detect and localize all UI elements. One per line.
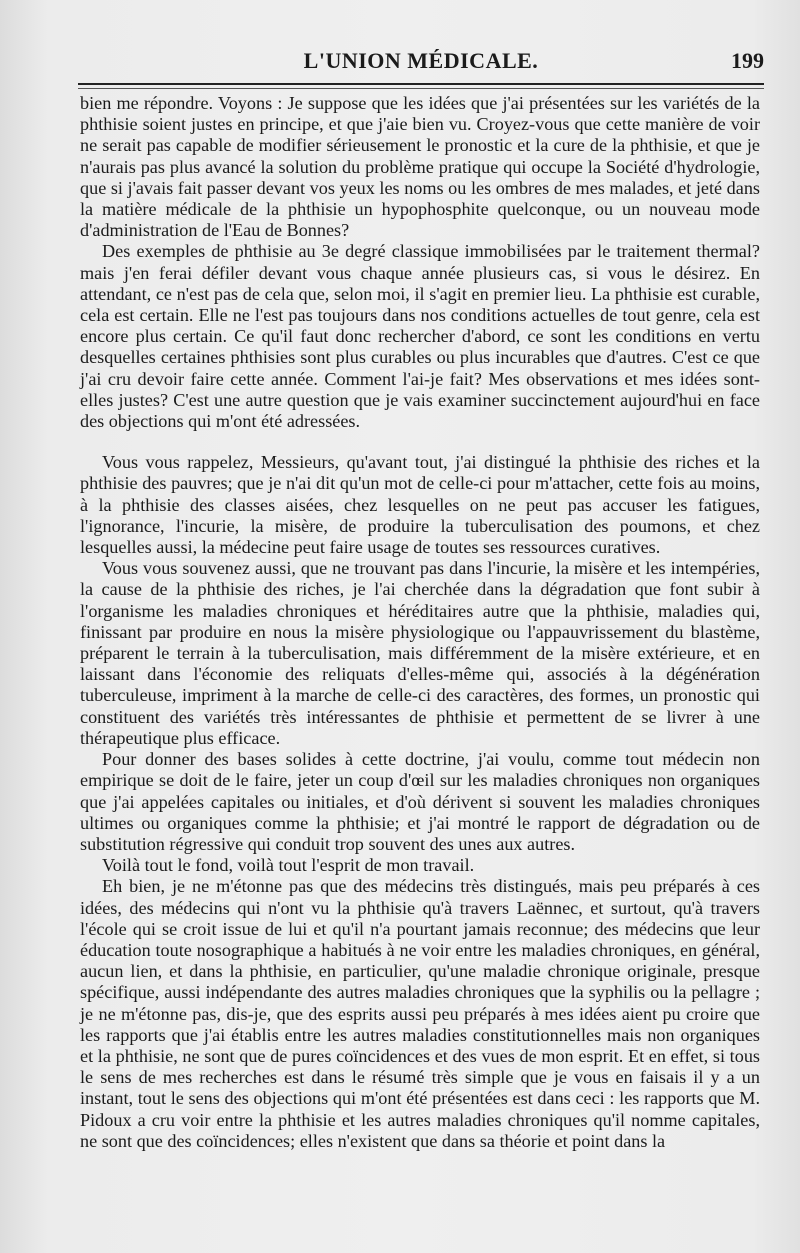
- body-text: [80, 93, 760, 1152]
- paragraph-1: bien me répondre. Voyons : Je suppose que les idées que j'ai présentées sur les variétés de la phthisie soient justes en principe, et que j'aie bien vu. Croyez-vous que cette manière de voir ne serait pas capable de modifier sérieusement le pronostic et la cure de la phthisie, et que je n'aurais pas plus avancé la solution du problème pratique qui occupe la Société d'hydrologie, que si j'avais fait passer devant vos yeux les noms ou les ombres de mes malades, et jeté dans la matière médicale de la phthisie un hypophosphite quelconque, ou un nouveau mode d'administration de l'Eau de Bonnes?: [80, 93, 760, 241]
- page-number: 199: [731, 48, 764, 73]
- running-title: L'UNION MÉDICALE.: [303, 48, 539, 73]
- section-gap: [80, 432, 760, 452]
- header-rule: [78, 83, 764, 85]
- paragraph-2: Des exemples de phthisie au 3e degré classique immobilisées par le traitement thermal? mais j'en ferai défiler devant vous chaque année plusieurs cas, si vous le désirez. En attendant, ce n'est pas de cela que, selon moi, il s'agit en premier lieu. La phthisie est curable, cela est certain. Elle ne l'est pas toujours dans nos conditions actuelles de tout genre, cela est encore plus certain. Ce qu'il faut donc rechercher d'abord, ce sont les conditions en vertu desquelles certaines phthisies sont plus curables ou plus incurables que d'autres. C'est ce que j'ai cru devoir faire cette année. Comment l'ai-je fait? Mes observations et mes idées sont-elles justes? C'est une autre question que je vais examiner succinctement aujourd'hui en face des objections qui m'ont été adressées.: [80, 241, 760, 432]
- paragraph-7: Eh bien, je ne m'étonne pas que des médecins très distingués, mais peu préparés à ces idées, des médecins qui n'ont vu la phthisie qu'à travers Laënnec, et surtout, qu'à travers l'école qui se croit issue de lui et qu'il n'a pourtant jamais reconnue; des médecins que leur éducation toute nosographique a habitués à ne voir entre les maladies chroniques, en général, aucun lien, et dans la phthisie, en particulier, qu'une maladie chronique originale, presque spécifique, aussi indépendante des autres maladies chroniques que la syphilis ou la pellagre ; je ne m'étonne pas, dis-je, que des esprits aussi peu préparés à mes idées aient pu croire que les rapports que j'ai établis entre les autres maladies constitutionnelles mais non organiques et la phthisie, ne sont que de pures coïncidences et des vues de mon esprit. Et en effet, si tous le sens de mes recherches est dans le résumé très simple que je vous en faisais il y a un instant, tout le sens des objections qui m'ont été présentées est dans ceci : les rapports que M. Pidoux a cru voir entre la phthisie et les autres maladies chroniques qu'il nomme capitales, ne sont que des coïncidences; elles n'existent que dans sa théorie et point dans la: [80, 876, 760, 1151]
- paragraph-4: Vous vous souvenez aussi, que ne trouvant pas dans l'incurie, la misère et les intempéries, la cause de la phthisie des riches, je l'ai cherchée dans la dégradation que font subir à l'organisme les maladies chroniques et héréditaires autre que la phthisie, maladies qui, finissant par produire en nous la misère physiologique ou l'appauvrissement du blastème, préparent le terrain à la tuberculisation, mais différemment de la misère extérieure, et en laissant dans l'économie des reliquats d'elles-même qui, associés à la dégénération tuberculeuse, impriment à la marche de celle-ci des caractères, des formes, un pronostic qui constituent des variétés très intéressantes de phthisie et permettent de se livrer à une thérapeutique plus efficace.: [80, 558, 760, 748]
- header-rule-thin: [78, 88, 764, 89]
- paragraph-3: Vous vous rappelez, Messieurs, qu'avant tout, j'ai distingué la phthisie des riches et la phthisie des pauvres; que je n'ai dit qu'un mot de celle-ci pour m'attacher, cette fois au moins, à la phthisie des classes aisées, chez lesquelles on ne peut pas accuser les fatigues, l'ignorance, l'incurie, la misère, de produire la tuberculisation des poumons, et chez lesquelles aussi, la médecine peut faire usage de toutes ses ressources curatives.: [80, 452, 760, 558]
- page-header: [78, 44, 764, 78]
- paragraph-6: Voilà tout le fond, voilà tout l'esprit de mon travail.: [102, 855, 475, 876]
- paragraph-5: Pour donner des bases solides à cette doctrine, j'ai voulu, comme tout médecin non empirique se doit de le faire, jeter un coup d'œil sur les maladies chroniques non organiques que j'ai appelées capitales ou initiales, et d'où dérivent si souvent les maladies chroniques ultimes ou organiques comme la phthisie; et j'ai montré le rapport de dégradation ou de substitution régressive qui conduit trop souvent des unes aux autres.: [80, 749, 760, 854]
